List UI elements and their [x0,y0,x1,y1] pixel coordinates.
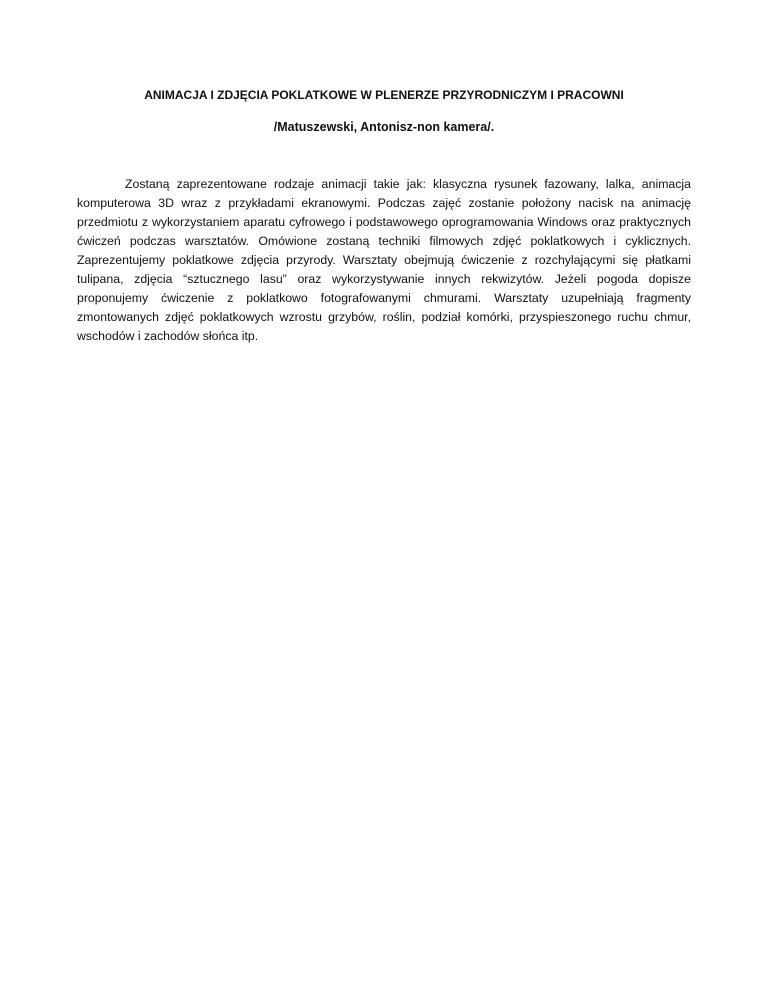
document-title: ANIMACJA I ZDJĘCIA POKLATKOWE W PLENERZE PRZYRODNICZYM I PRACOWNI [144,88,624,102]
document-subtitle: /Matuszewski, Antonisz-non kamera/. [273,120,495,134]
body-paragraph: Zostaną zaprezentowane rodzaje animacji takie jak: klasyczna rysunek fazowany, lalka, animacja komputerowa 3D wraz z przykładami ekranowymi. Podczas zajęć zostanie położony nacisk na animację przedmiotu z wykorzystaniem aparatu cyfrowego i podstawowego oprogramowania Windows oraz praktycznych ćwiczeń podczas warsztatów. Omówione zostaną techniki filmowych zdjęć poklatkowych i cyklicznych. Zaprezentujemy poklatkowe zdjęcia przyrody. Warsztaty obejmują ćwiczenie z rozchylającymi się płatkami tulipana, zdjęcia “sztucznego lasu” oraz wykorzystywanie innych rekwizytów. Jeżeli pogoda dopisze proponujemy ćwiczenie z poklatkowo fotografowanymi chmurami. Warsztaty uzupełniają fragmenty zmontowanych zdjęć poklatkowych wzrostu grzybów, roślin, podział komórki, przyspieszonego ruchu chmur, wschodów i zachodów słońca itp. [77,177,691,343]
